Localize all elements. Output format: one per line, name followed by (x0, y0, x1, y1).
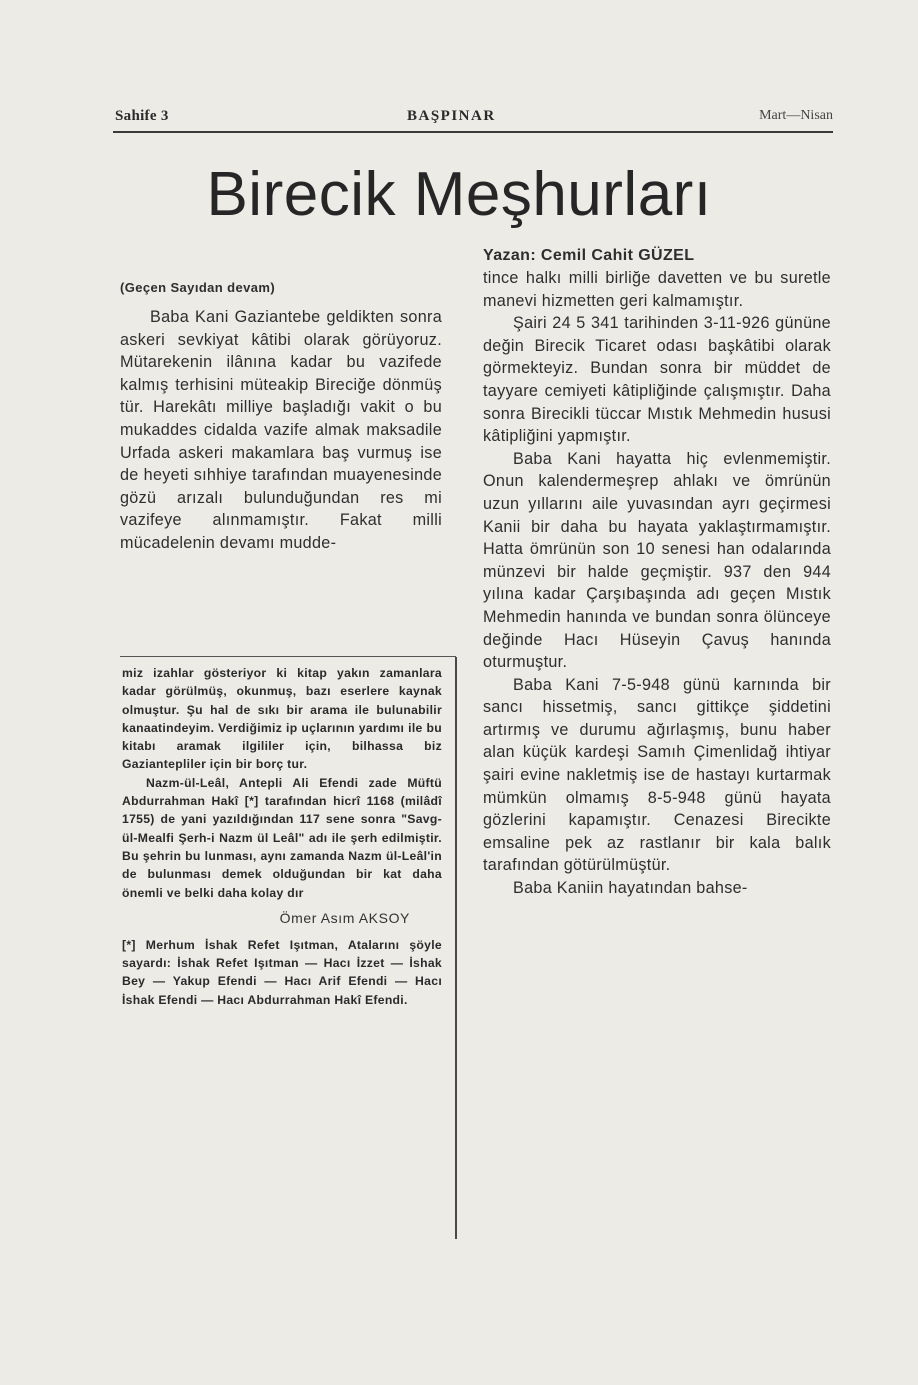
note-paragraph: Nazm-ül-Leâl, Antepli Ali Efendi zade Müftü Abdurrahman Hakî [*] tarafından hicrî 1168 (milâdî 1755) de yani yazıldığından 117 sene sonra "Savg-ül-Mealfi Şerh-i Nazm ül Leâl" adı ile şerh edilmiştir. Bu şehrin bu lunması, aynı zamanda Nazm ül-Leâl'in de bulunması demek olduğundan bir kat daha önemli ve belki daha kolay dır (122, 775, 442, 900)
left-paragraph: Baba Kani Gaziantebe geldikten sonra askeri sevkiyat kâtibi olarak görüyoruz. Mütarekenin ilânına kadar bu vazifede kalmış terhisini müteakip Bireciğe dönmüş tür. Harekâtı milliye başladığı vakit o bu mukaddes cidalda vazife almak maksadile Urfada askeri makamlara baş vurmuş ise de heyeti sıhhiye tarafından muayenesinde gözü arızalı bulunduğundan res mi vazifeye alınmamıştır. Fakat milli mücadelenin devamı mudde- (120, 308, 442, 552)
note-paragraph: miz izahlar gösteriyor ki kitap yakın zamanlara kadar görülmüş, okunmuş, bazı eserlere kaynak olmuştur. Şu hal de sıkı bir arama ile bulunabilir kanaatindeyim. Verdiğimiz ip uçlarının yardımı ile bu kitabı aramak ilgililer için, bilhassa biz Gaziantepliler için bir borç tur. (122, 666, 442, 772)
page-header (115, 108, 833, 130)
side-note (122, 664, 442, 1009)
note-signature: Ömer Asım AKSOY (279, 909, 410, 926)
column-divider-horizontal (120, 656, 456, 657)
article-title: Birecik Meşhurları (206, 160, 712, 229)
issue-date: Mart—Nisan (759, 108, 833, 123)
continued-note: (Geçen Sayıdan devam) (120, 280, 276, 295)
right-paragraph: Baba Kani hayatta hiç evlenmemiştir. Onun kalendermeşrep ahlakı ve ömrünün uzun yıllarını aile yuvasından ayrı geçirmesi Kanii bir daha bu hayata yaklaştırmamıştır. Hatta ömrünün son 10 senesi han odalarında münzevi bir halde geçmiştir. 937 den 944 yılına kadar Çarşıbaşında adı geçen Mıstık Mehmedin hanında ve bundan sonra ölünceye değinde Hacı Hüseyin Çavuş hanında oturmuştur. (483, 449, 831, 672)
footnote: [*] Merhum İshak Refet Işıtman, Atalarını şöyle sayardı: İshak Refet Işıtman — Hacı İzzet — İshak Bey — Yakup Efendi — Hacı Arif Efendi — Hacı İshak Efendi — Hacı Abdurrahman Hakî Efendi. (122, 937, 442, 1007)
publication-name: BAŞPINAR (407, 108, 496, 124)
column-divider-vertical (455, 657, 457, 1239)
page-number: Sahife 3 (115, 108, 169, 124)
right-paragraph: Baba Kaniin hayatından bahse- (513, 879, 748, 898)
right-paragraph: Şairi 24 5 341 tarihinden 3-11-926 gününe değin Birecik Ticaret odası başkâtibi olarak görmekteyiz. Bundan sonra bir müddet de tayyare cemiyeti kâtipliğinde çalışmıştır. Daha sonra Birecikli tüccar Mıstık Mehmedin hususi kâtipliğini yapmıştır. (483, 314, 831, 446)
right-column (483, 245, 831, 900)
right-paragraph: tince halkı milli birliğe davetten ve bu suretle manevi hizmetten geri kalmamıştır. (483, 269, 831, 310)
left-column (120, 278, 442, 555)
author-byline: Yazan: Cemil Cahit GÜZEL (483, 247, 695, 264)
header-rule (113, 131, 833, 133)
right-paragraph: Baba Kani 7-5-948 günü karnında bir sancı hissetmiş, sancı gittikçe şiddetini artırmış ve durumu ağırlaşmış, bunu haber alan küçük kardeşi Samıh Çimenlidağ ihtiyar şairi evine nakletmiş ise de hastayı kurtarmak mümkün olmamış 8-5-948 günü hayata gözlerini kapamıştır. Cenazesi Birecikte emsaline pek az rastlanır bir kala balık tarafından götürülmüştür. (483, 675, 831, 875)
